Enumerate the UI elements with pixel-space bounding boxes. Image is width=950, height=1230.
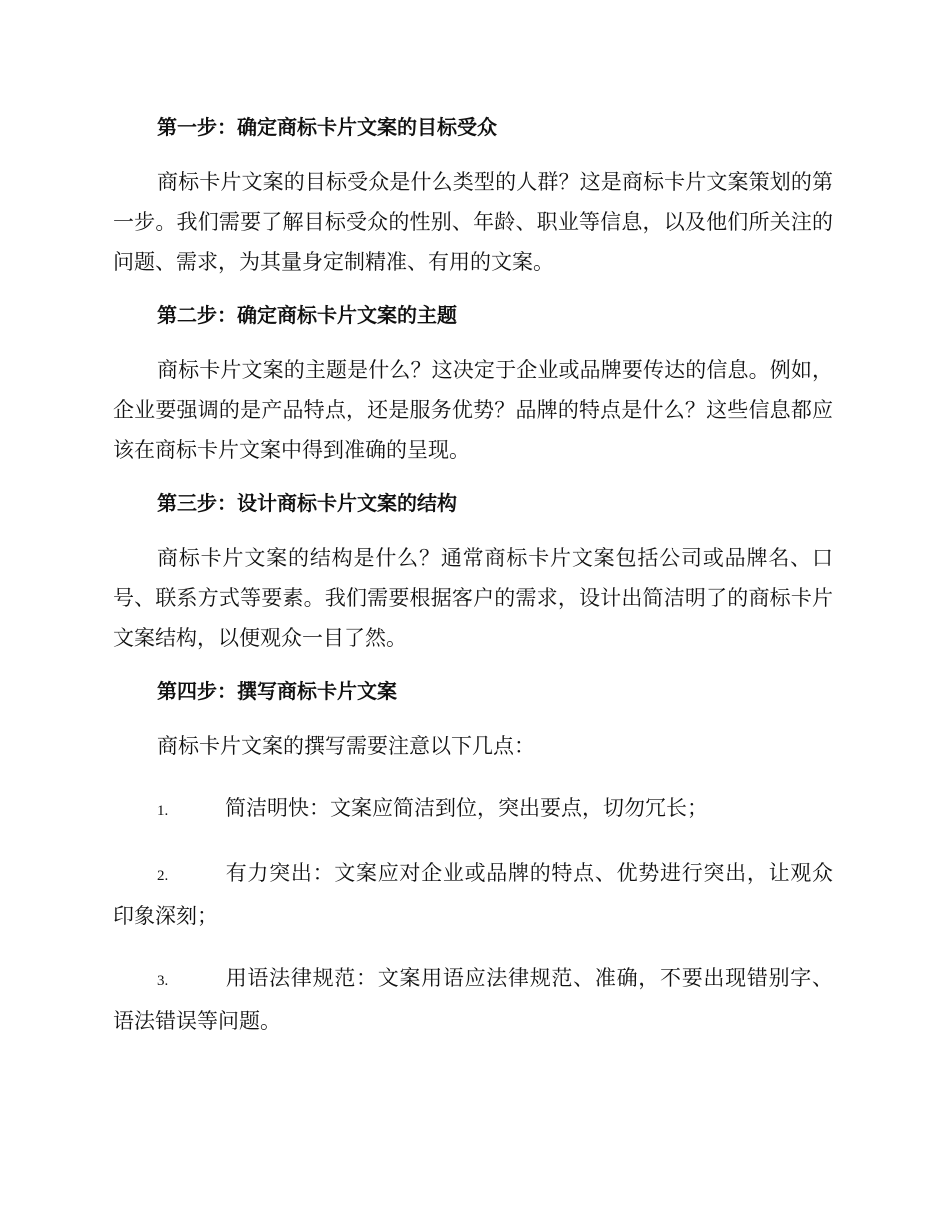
section-1-heading: 第一步：确定商标卡片文案的目标受众 [157, 115, 497, 139]
section-3-body: 商标卡片文案的结构是什么？通常商标卡片文案包括公司或品牌名、口号、联系方式等要素。我们需要根据客户的需求，设计出简洁明了的商标卡片文案结构，以便观众一目了然。 [113, 546, 833, 650]
list-item [113, 788, 833, 831]
list-item-text: 用语法律规范：文案用语应法律规范、准确，不要出现错别字、语法错误等问题。 [113, 966, 833, 1033]
list-item-text: 简洁明快：文案应简洁到位，突出要点，切勿冗长； [225, 796, 708, 820]
section-1-body: 商标卡片文案的目标受众是什么类型的人群？这是商标卡片文案策划的第一步。我们需要了解目标受众的性别、年龄、职业等信息，以及他们所关注的问题、需求，为其量身定制精准、有用的文案。 [113, 170, 833, 274]
list-item [113, 958, 833, 1041]
section-4-heading: 第四步：撰写商标卡片文案 [157, 679, 397, 703]
list-item-number: 2. [157, 868, 169, 884]
section-2-body: 商标卡片文案的主题是什么？这决定于企业或品牌要传达的信息。例如，企业要强调的是产品特点，还是服务优势？品牌的特点是什么？这些信息都应该在商标卡片文案中得到准确的呈现。 [113, 358, 833, 462]
section-3-heading: 第三步：设计商标卡片文案的结构 [157, 491, 457, 515]
list-item [113, 853, 833, 936]
list-item-text: 有力突出：文案应对企业或品牌的特点、优势进行突出，让观众印象深刻； [113, 861, 833, 928]
section-2-heading: 第二步：确定商标卡片文案的主题 [157, 303, 457, 327]
section-4-body: 商标卡片文案的撰写需要注意以下几点： [157, 734, 535, 758]
list-item-number: 3. [157, 973, 169, 989]
list-item-number: 1. [157, 803, 169, 819]
